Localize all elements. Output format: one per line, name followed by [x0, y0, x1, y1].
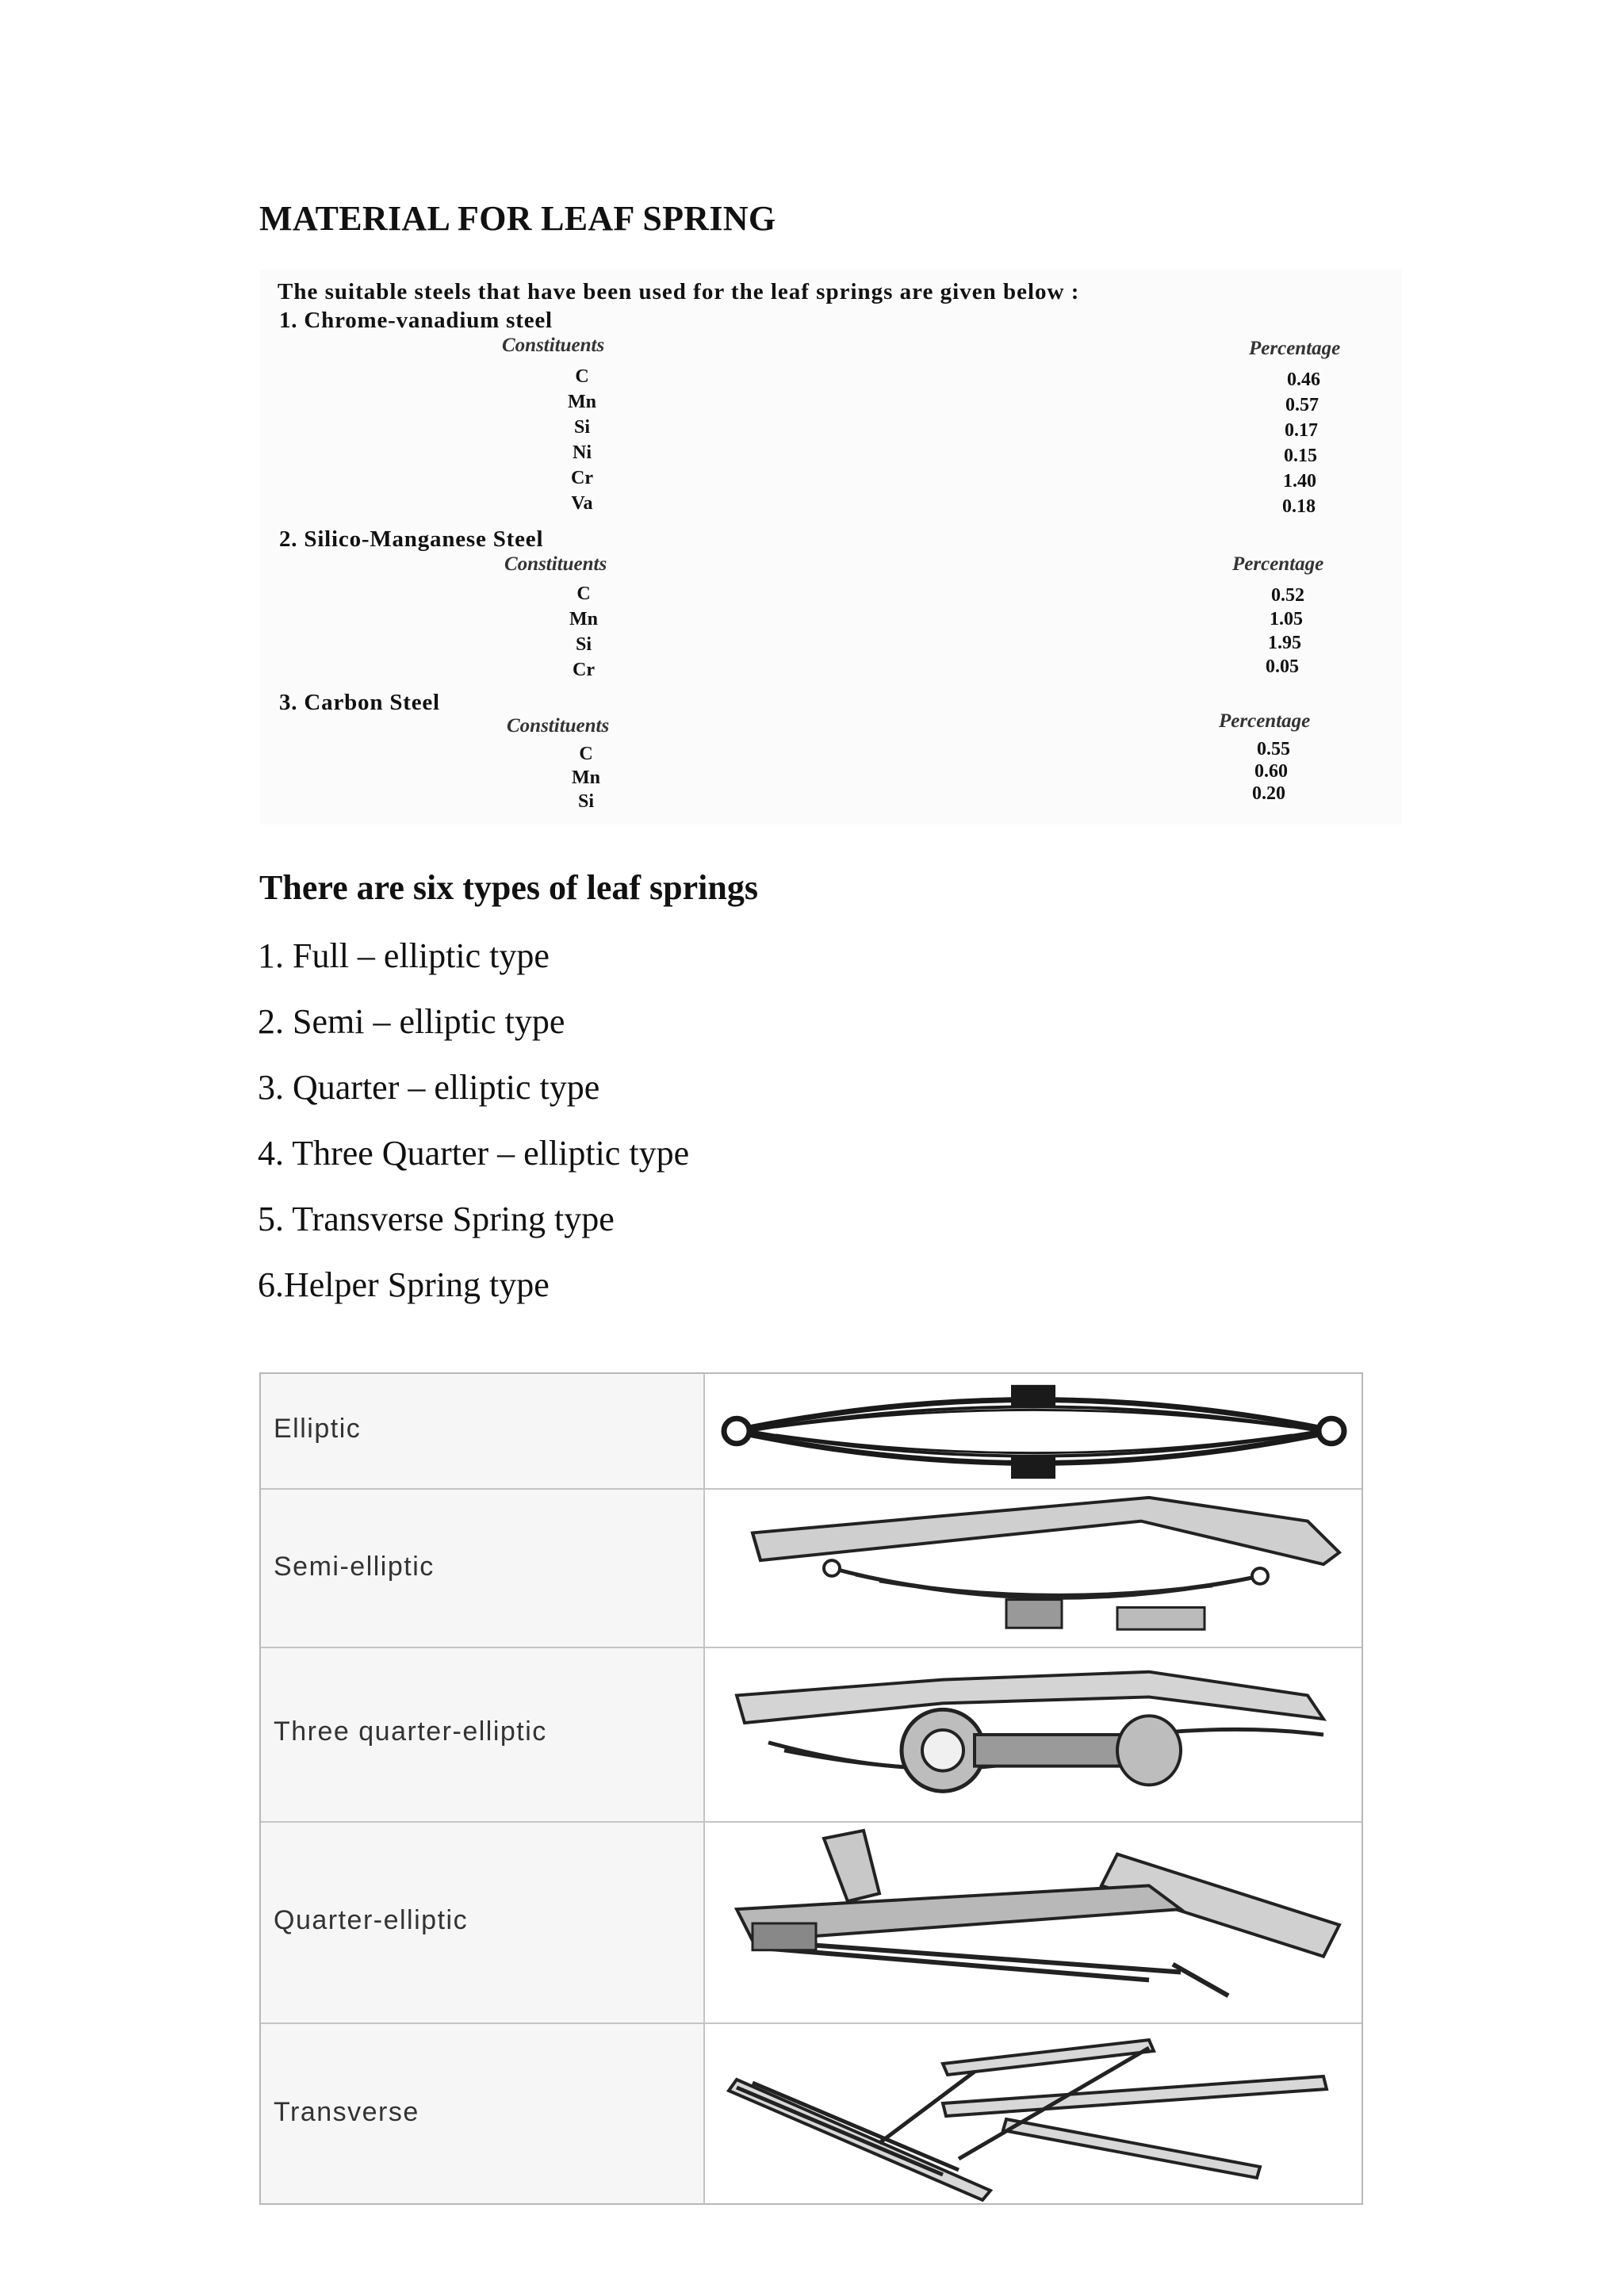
section-title-chrome-vanadium: 1. Chrome-vanadium steel — [279, 308, 553, 333]
constituents-header: Constituents — [502, 335, 605, 356]
table-row — [261, 1490, 1362, 1648]
section-title-carbon-steel: 3. Carbon Steel — [279, 690, 440, 715]
percentage-header: Percentage — [1219, 710, 1311, 732]
percentage-cell: 0.17 — [1285, 420, 1318, 441]
constituent-cell: C — [575, 366, 589, 387]
page-title: MATERIAL FOR LEAF SPRING — [259, 199, 776, 238]
constituent-cell: C — [579, 744, 593, 764]
constituent-cell: Si — [573, 417, 590, 438]
steel-intro: The suitable steels that have been used for the leaf springs are given below : — [278, 279, 1080, 304]
percentage-cell: 0.20 — [1252, 783, 1285, 804]
type-list-item: 5. Transverse Spring type — [258, 1200, 615, 1238]
quarter-elliptic-spring-illustration — [705, 1823, 1362, 2022]
constituent-cell: Cr — [573, 660, 595, 680]
percentage-cell: 0.05 — [1266, 656, 1299, 677]
table-row — [261, 1374, 1362, 1490]
spring-label: Semi-elliptic — [274, 1552, 435, 1582]
type-list-item: 4. Three Quarter – elliptic type — [258, 1134, 690, 1173]
table-row — [261, 1648, 1362, 1823]
constituent-cell: Mn — [568, 392, 596, 412]
percentage-cell: 1.40 — [1283, 471, 1316, 492]
percentage-cell: 0.52 — [1271, 585, 1304, 606]
percentage-cell: 0.18 — [1282, 496, 1316, 517]
percentage-header: Percentage — [1232, 553, 1324, 575]
constituents-header: Constituents — [507, 715, 610, 737]
spring-label: Transverse — [274, 2097, 419, 2127]
spring-label-cell — [261, 1823, 705, 2022]
constituent-cell: Mn — [569, 609, 598, 629]
percentage-cell: 0.60 — [1254, 761, 1288, 782]
constituent-cell: C — [576, 584, 591, 604]
type-list-item: 1. Full – elliptic type — [258, 936, 550, 975]
constituents-header: Constituents — [504, 553, 607, 575]
three-quarter-elliptic-spring-illustration — [705, 1648, 1362, 1821]
constituent-cell: Cr — [571, 468, 593, 488]
constituent-cell: Si — [575, 634, 592, 655]
spring-label: Three quarter-elliptic — [274, 1716, 547, 1747]
spring-label: Quarter-elliptic — [274, 1905, 469, 1935]
spring-label-cell — [261, 1490, 705, 1647]
constituent-cell: Si — [577, 791, 594, 812]
transverse-spring-illustration — [705, 2024, 1362, 2203]
types-heading: There are six types of leaf springs — [259, 868, 758, 907]
table-row — [261, 1823, 1362, 2024]
percentage-cell: 0.55 — [1257, 739, 1290, 760]
section-title-silico-manganese: 2. Silico-Manganese Steel — [279, 526, 544, 552]
type-list-item: 2. Semi – elliptic type — [258, 1002, 565, 1041]
spring-label-cell — [261, 1374, 705, 1488]
spring-label-cell — [261, 2024, 705, 2203]
percentage-header: Percentage — [1249, 338, 1341, 359]
spring-types-table — [259, 1372, 1363, 2205]
percentage-cell: 0.15 — [1284, 446, 1317, 466]
percentage-cell: 1.95 — [1268, 633, 1301, 653]
table-row — [261, 2024, 1362, 2203]
type-list-item: 6.Helper Spring type — [258, 1265, 550, 1304]
constituent-cell: Mn — [572, 767, 600, 788]
percentage-cell: 1.05 — [1270, 609, 1303, 629]
constituent-cell: Ni — [573, 442, 592, 463]
type-list-item: 3. Quarter – elliptic type — [258, 1068, 600, 1107]
constituent-cell: Va — [571, 493, 593, 514]
semi-elliptic-spring-illustration — [705, 1490, 1362, 1647]
spring-label-cell — [261, 1648, 705, 1821]
elliptic-spring-illustration — [705, 1374, 1362, 1488]
steel-composition-scan — [260, 270, 1402, 825]
percentage-cell: 0.46 — [1287, 369, 1320, 390]
percentage-cell: 0.57 — [1285, 395, 1319, 415]
spring-label: Elliptic — [274, 1414, 362, 1444]
